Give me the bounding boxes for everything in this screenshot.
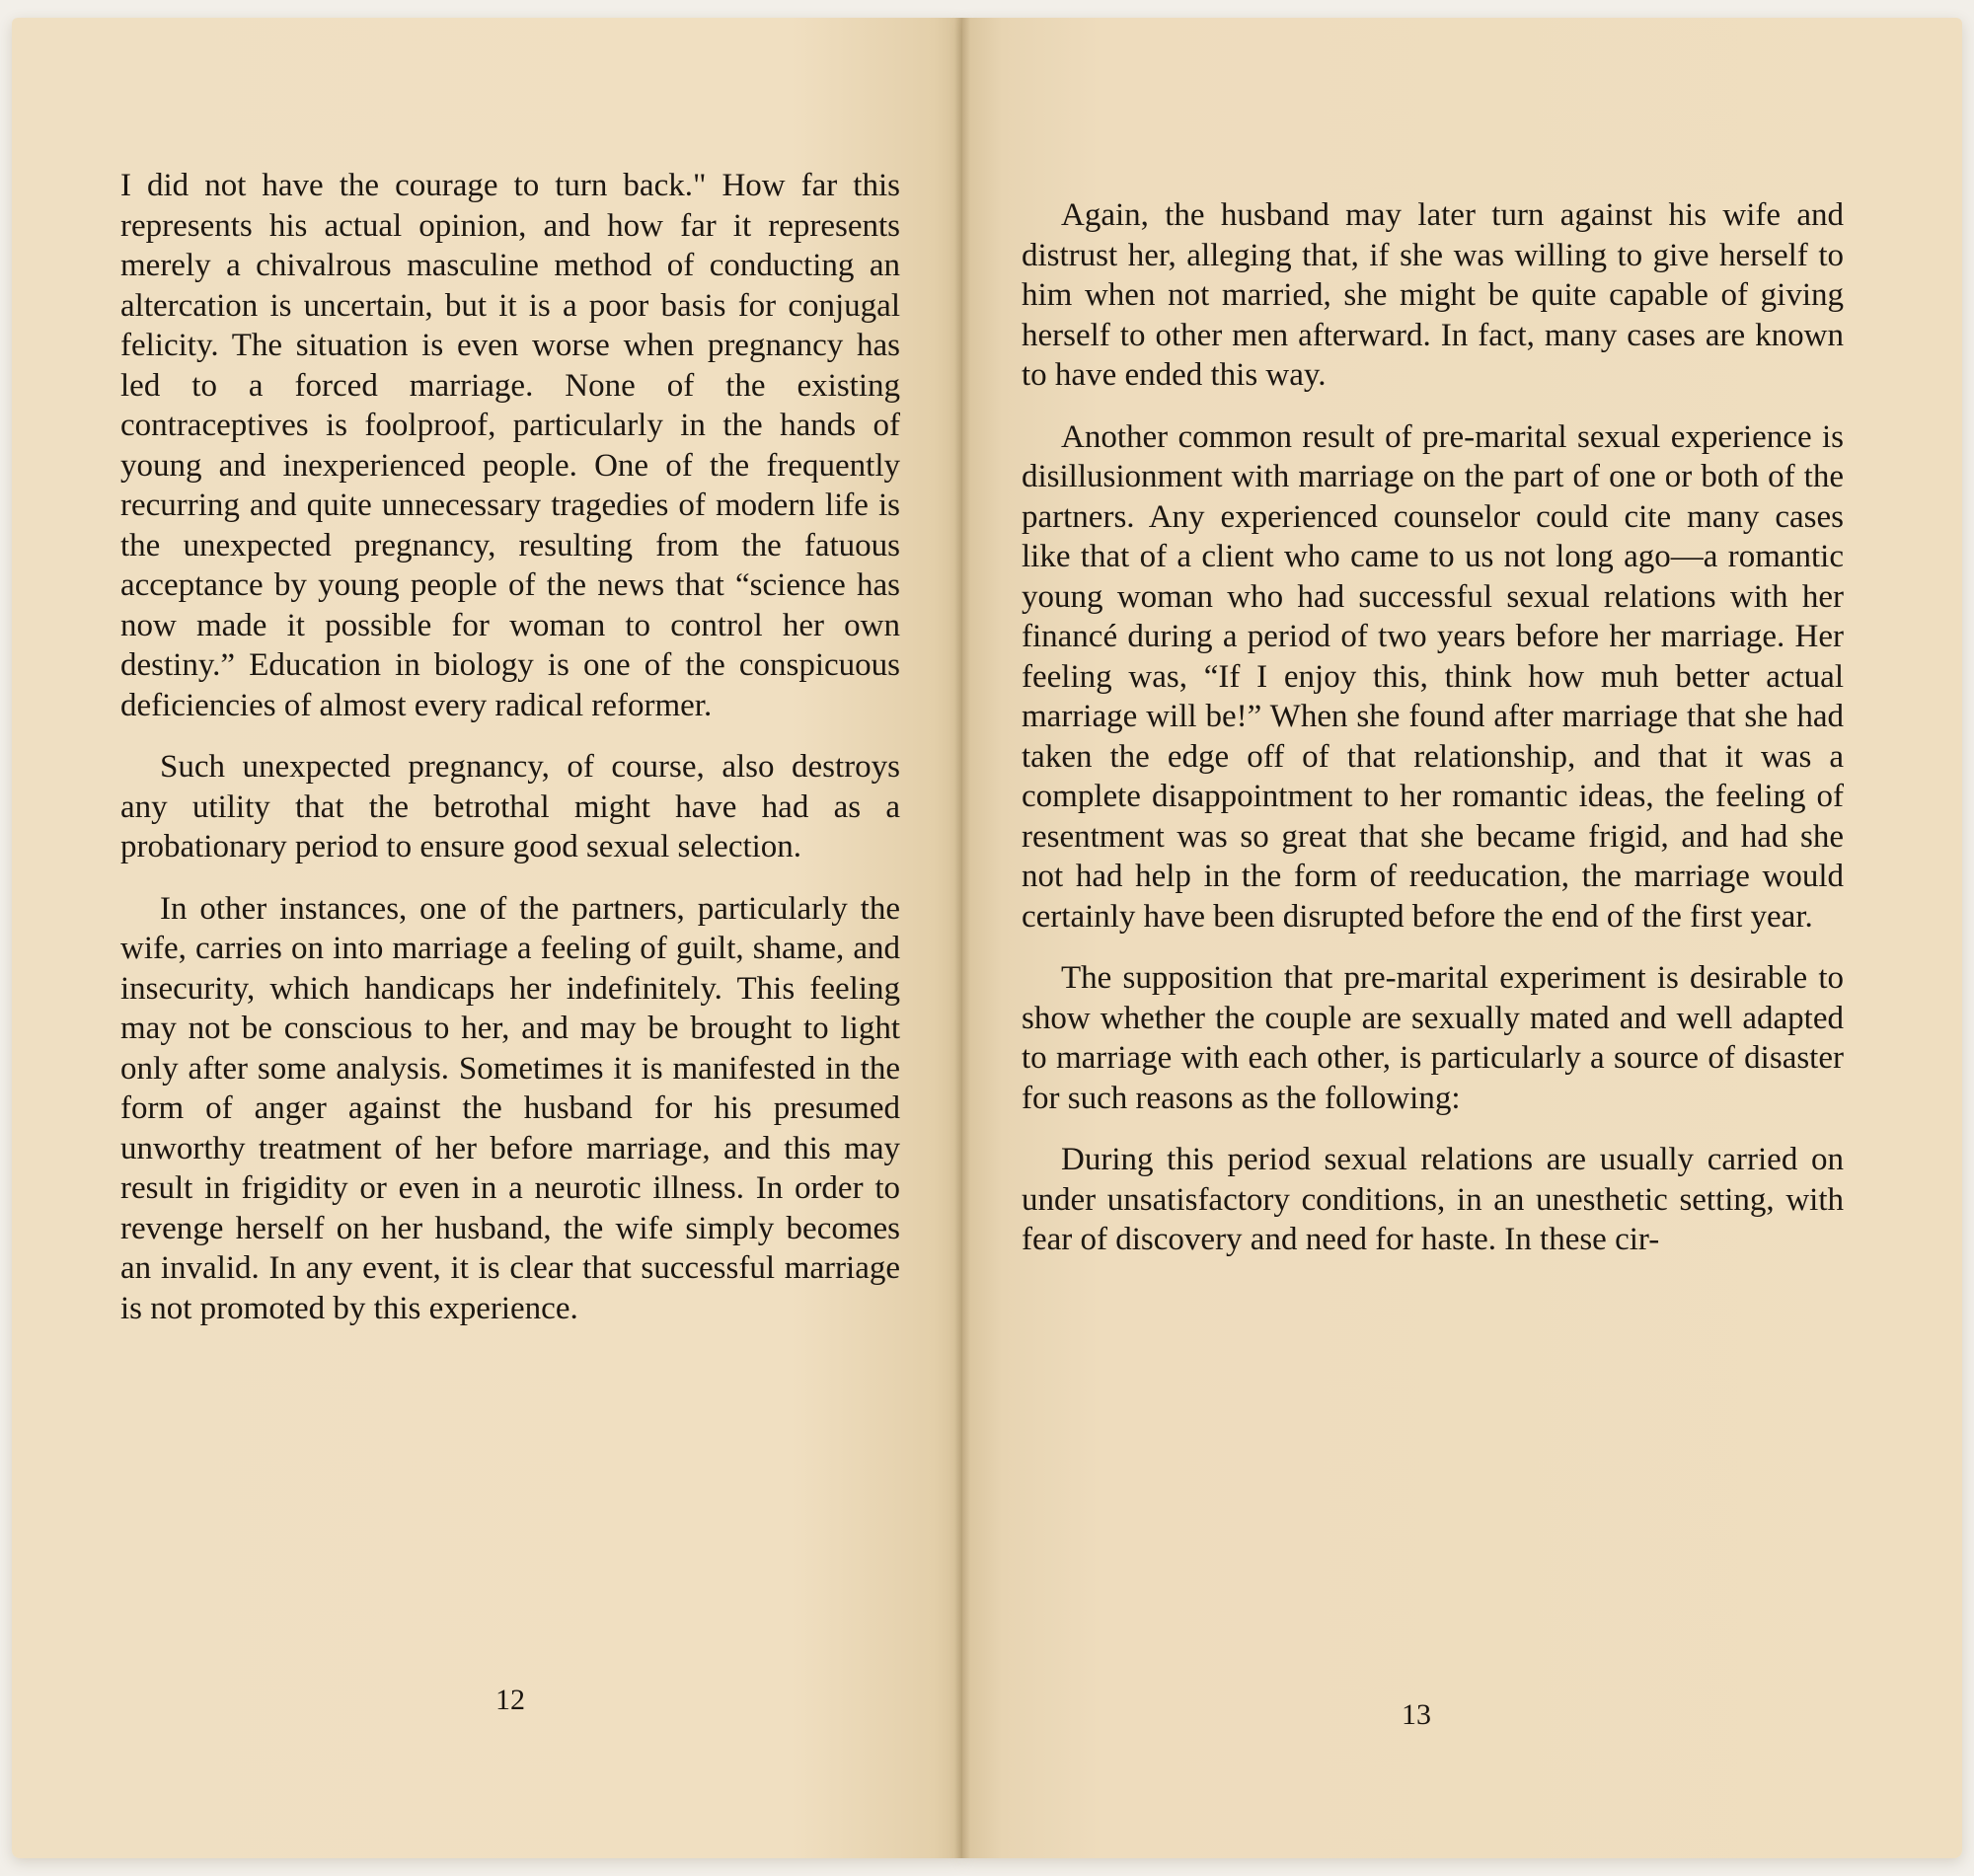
left-page <box>12 18 962 1858</box>
book-gutter <box>954 18 970 1858</box>
right-paragraph-4: During this period sexual relations are usually carried on under unsatisfactory conditions, in an unesthetic setting, with fear of discovery and need for haste. In these cir- <box>1022 1142 1844 1257</box>
page-number-right: 13 <box>1402 1698 1431 1731</box>
left-paragraph-2: Such unexpected pregnancy, of course, also destroys any utility that the betrothal might have had as a probationary period to ensure good sexual selection. <box>120 749 900 864</box>
left-paragraph-3: In other instances, one of the partners, particularly the wife, carries on into marriage a feeling of guilt, shame, and insecurity, which handicaps her indefinitely. This feeling may not be conscious to her, and may be brought to light only after some analysis. Sometimes it is manifested in the form of anger against the husband for his presumed unworthy treatment of her before marriage, and this may result in frigidity or even in a neurotic illness. In order to revenge herself on her husband, the wife simply becomes an invalid. In any event, it is clear that successful marriage is not promoted by this experience. <box>120 890 900 1326</box>
right-paragraph-1: Again, the husband may later turn against his wife and distrust her, alleging that, if she was willing to give herself to him when not married, she might be quite capable of giving herself to other men afterward. In fact, many cases are known to have ended this way. <box>1022 197 1844 393</box>
right-paragraph-3: The supposition that pre-marital experiment is desirable to show whether the couple are sexually mated and well adapted to marriage with each other, is particularly a source of disaster for such reasons as the following: <box>1022 960 1844 1116</box>
left-paragraph-1: I did not have the courage to turn back." How far this represents his actual opinion, and how far it represents merely a chivalrous masculine method of conducting an altercation is uncertain, but it is a poor basis for conjugal felicity. The situation is even worse when pregnancy has led to a forced marriage. None of the existing contraceptives is foolproof, particularly in the hands of young and inexperienced people. One of the frequently recurring and quite unnecessary tragedies of modern life is the unexpected pregnancy, resulting from the fatuous acceptance by young people of the news that “science has now made it possible for woman to control her own destiny.” Education in biology is one of the conspicuous deficiencies of almost every radical reformer. <box>120 168 900 723</box>
page-number-left: 12 <box>495 1684 525 1716</box>
right-paragraph-2: Another common result of pre-marital sexual experience is disillusionment with marriage on the part of one or both of the partners. Any experienced counselor could cite many cases like that of a client who came to us not long ago—a romantic young woman who had successful sexual relations with her financé during a period of two years before her marriage. Her feeling was, “If I enjoy this, think how muh better actual marriage will be!” When she found after marriage that she had taken the edge off of that relationship, and that it was a complete disappointment to her romantic ideas, the feeling of resentment was so great that she became frigid, and had she not had help in the form of reeducation, the marriage would certainly have been disrupted before the end of the first year. <box>1022 418 1844 935</box>
right-page-text <box>1022 195 1844 1260</box>
left-page-text <box>120 166 900 1328</box>
open-booklet <box>12 18 1962 1858</box>
